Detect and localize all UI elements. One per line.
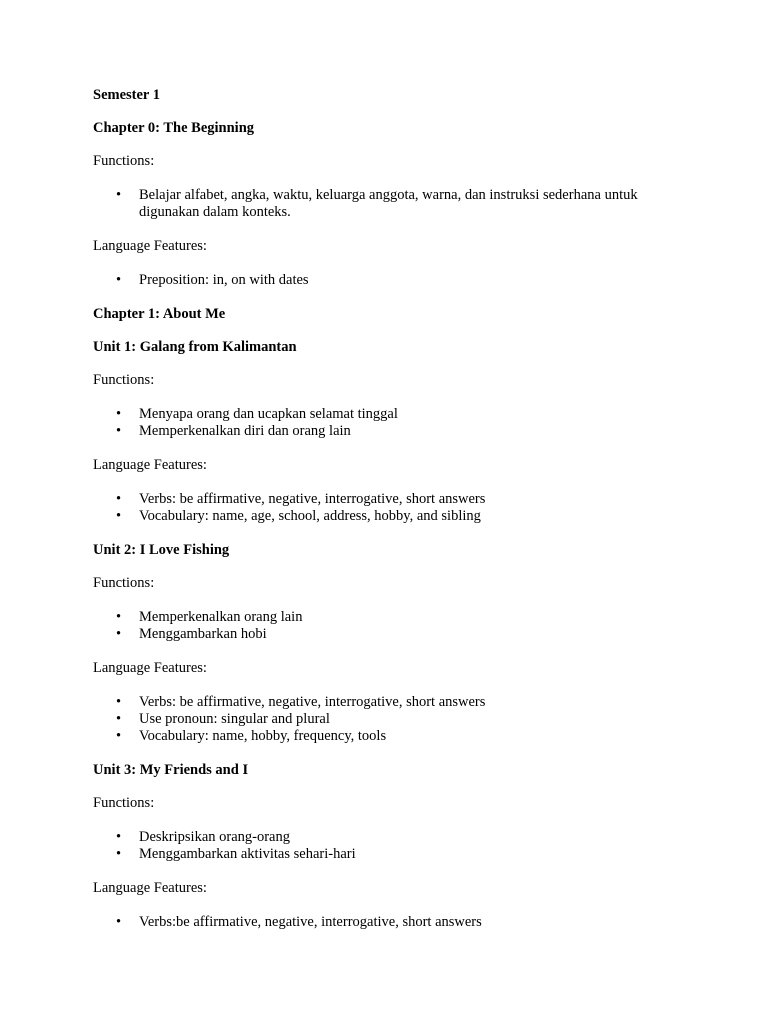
list-item-text: Vocabulary: name, age, school, address, hobby, and sibling [139, 508, 481, 524]
bullet-icon: • [116, 728, 122, 744]
list-item [93, 914, 683, 931]
list-item-text: Menyapa orang dan ucapkan selamat tinggal [139, 406, 398, 422]
list-item-text: Verbs:be affirmative, negative, interrogative, short answers [139, 914, 482, 930]
bullet-icon: • [116, 846, 122, 862]
list-item-text: Belajar alfabet, angka, waktu, keluarga anggota, warna, dan instruksi sederhana untuk digunakan dalam konteks. [139, 187, 638, 220]
list-item-text: Memperkenalkan diri dan orang lain [139, 423, 351, 439]
section-heading: Unit 1: Galang from Kalimantan [93, 339, 297, 355]
list-item [93, 711, 683, 728]
list-item [93, 406, 683, 423]
list-item-text: Use pronoun: singular and plural [139, 711, 330, 727]
list-item [93, 694, 683, 711]
subsection-label: Functions: [93, 153, 155, 169]
bullet-list [93, 406, 683, 440]
list-item-text: Menggambarkan hobi [139, 626, 267, 642]
section-heading: Chapter 1: About Me [93, 306, 226, 322]
list-item [93, 491, 683, 508]
bullet-list [93, 272, 683, 289]
bullet-icon: • [116, 491, 122, 507]
list-item-text: Deskripsikan orang-orang [139, 829, 290, 845]
subsection-label: Language Features: [93, 880, 207, 896]
list-item [93, 609, 683, 626]
subsection-label: Language Features: [93, 457, 207, 473]
list-item [93, 829, 683, 846]
list-item-text: Preposition: in, on with dates [139, 272, 309, 288]
list-item [93, 187, 683, 221]
bullet-list [93, 491, 683, 525]
bullet-icon: • [116, 272, 122, 288]
bullet-icon: • [116, 508, 122, 524]
list-item [93, 728, 683, 745]
list-item [93, 846, 683, 863]
bullet-list [93, 187, 683, 221]
list-item-text: Vocabulary: name, hobby, frequency, tools [139, 728, 387, 744]
bullet-list [93, 914, 683, 931]
bullet-icon: • [116, 187, 122, 203]
list-item [93, 626, 683, 643]
section-heading: Unit 2: I Love Fishing [93, 542, 230, 558]
bullet-icon: • [116, 406, 122, 422]
bullet-icon: • [116, 694, 122, 710]
section-heading: Unit 3: My Friends and I [93, 762, 249, 778]
subsection-label: Language Features: [93, 238, 207, 254]
bullet-list [93, 694, 683, 745]
section-heading: Chapter 0: The Beginning [93, 120, 255, 136]
bullet-icon: • [116, 626, 122, 642]
section-heading: Semester 1 [93, 87, 160, 103]
document-page [93, 87, 683, 948]
subsection-label: Functions: [93, 575, 155, 591]
bullet-icon: • [116, 914, 122, 930]
list-item [93, 423, 683, 440]
subsection-label: Language Features: [93, 660, 207, 676]
bullet-list [93, 609, 683, 643]
subsection-label: Functions: [93, 795, 155, 811]
list-item-text: Verbs: be affirmative, negative, interrogative, short answers [139, 491, 486, 507]
bullet-icon: • [116, 423, 122, 439]
bullet-list [93, 829, 683, 863]
list-item [93, 272, 683, 289]
subsection-label: Functions: [93, 372, 155, 388]
list-item-text: Menggambarkan aktivitas sehari-hari [139, 846, 356, 862]
list-item [93, 508, 683, 525]
bullet-icon: • [116, 829, 122, 845]
list-item-text: Memperkenalkan orang lain [139, 609, 303, 625]
bullet-icon: • [116, 609, 122, 625]
bullet-icon: • [116, 711, 122, 727]
list-item-text: Verbs: be affirmative, negative, interrogative, short answers [139, 694, 486, 710]
